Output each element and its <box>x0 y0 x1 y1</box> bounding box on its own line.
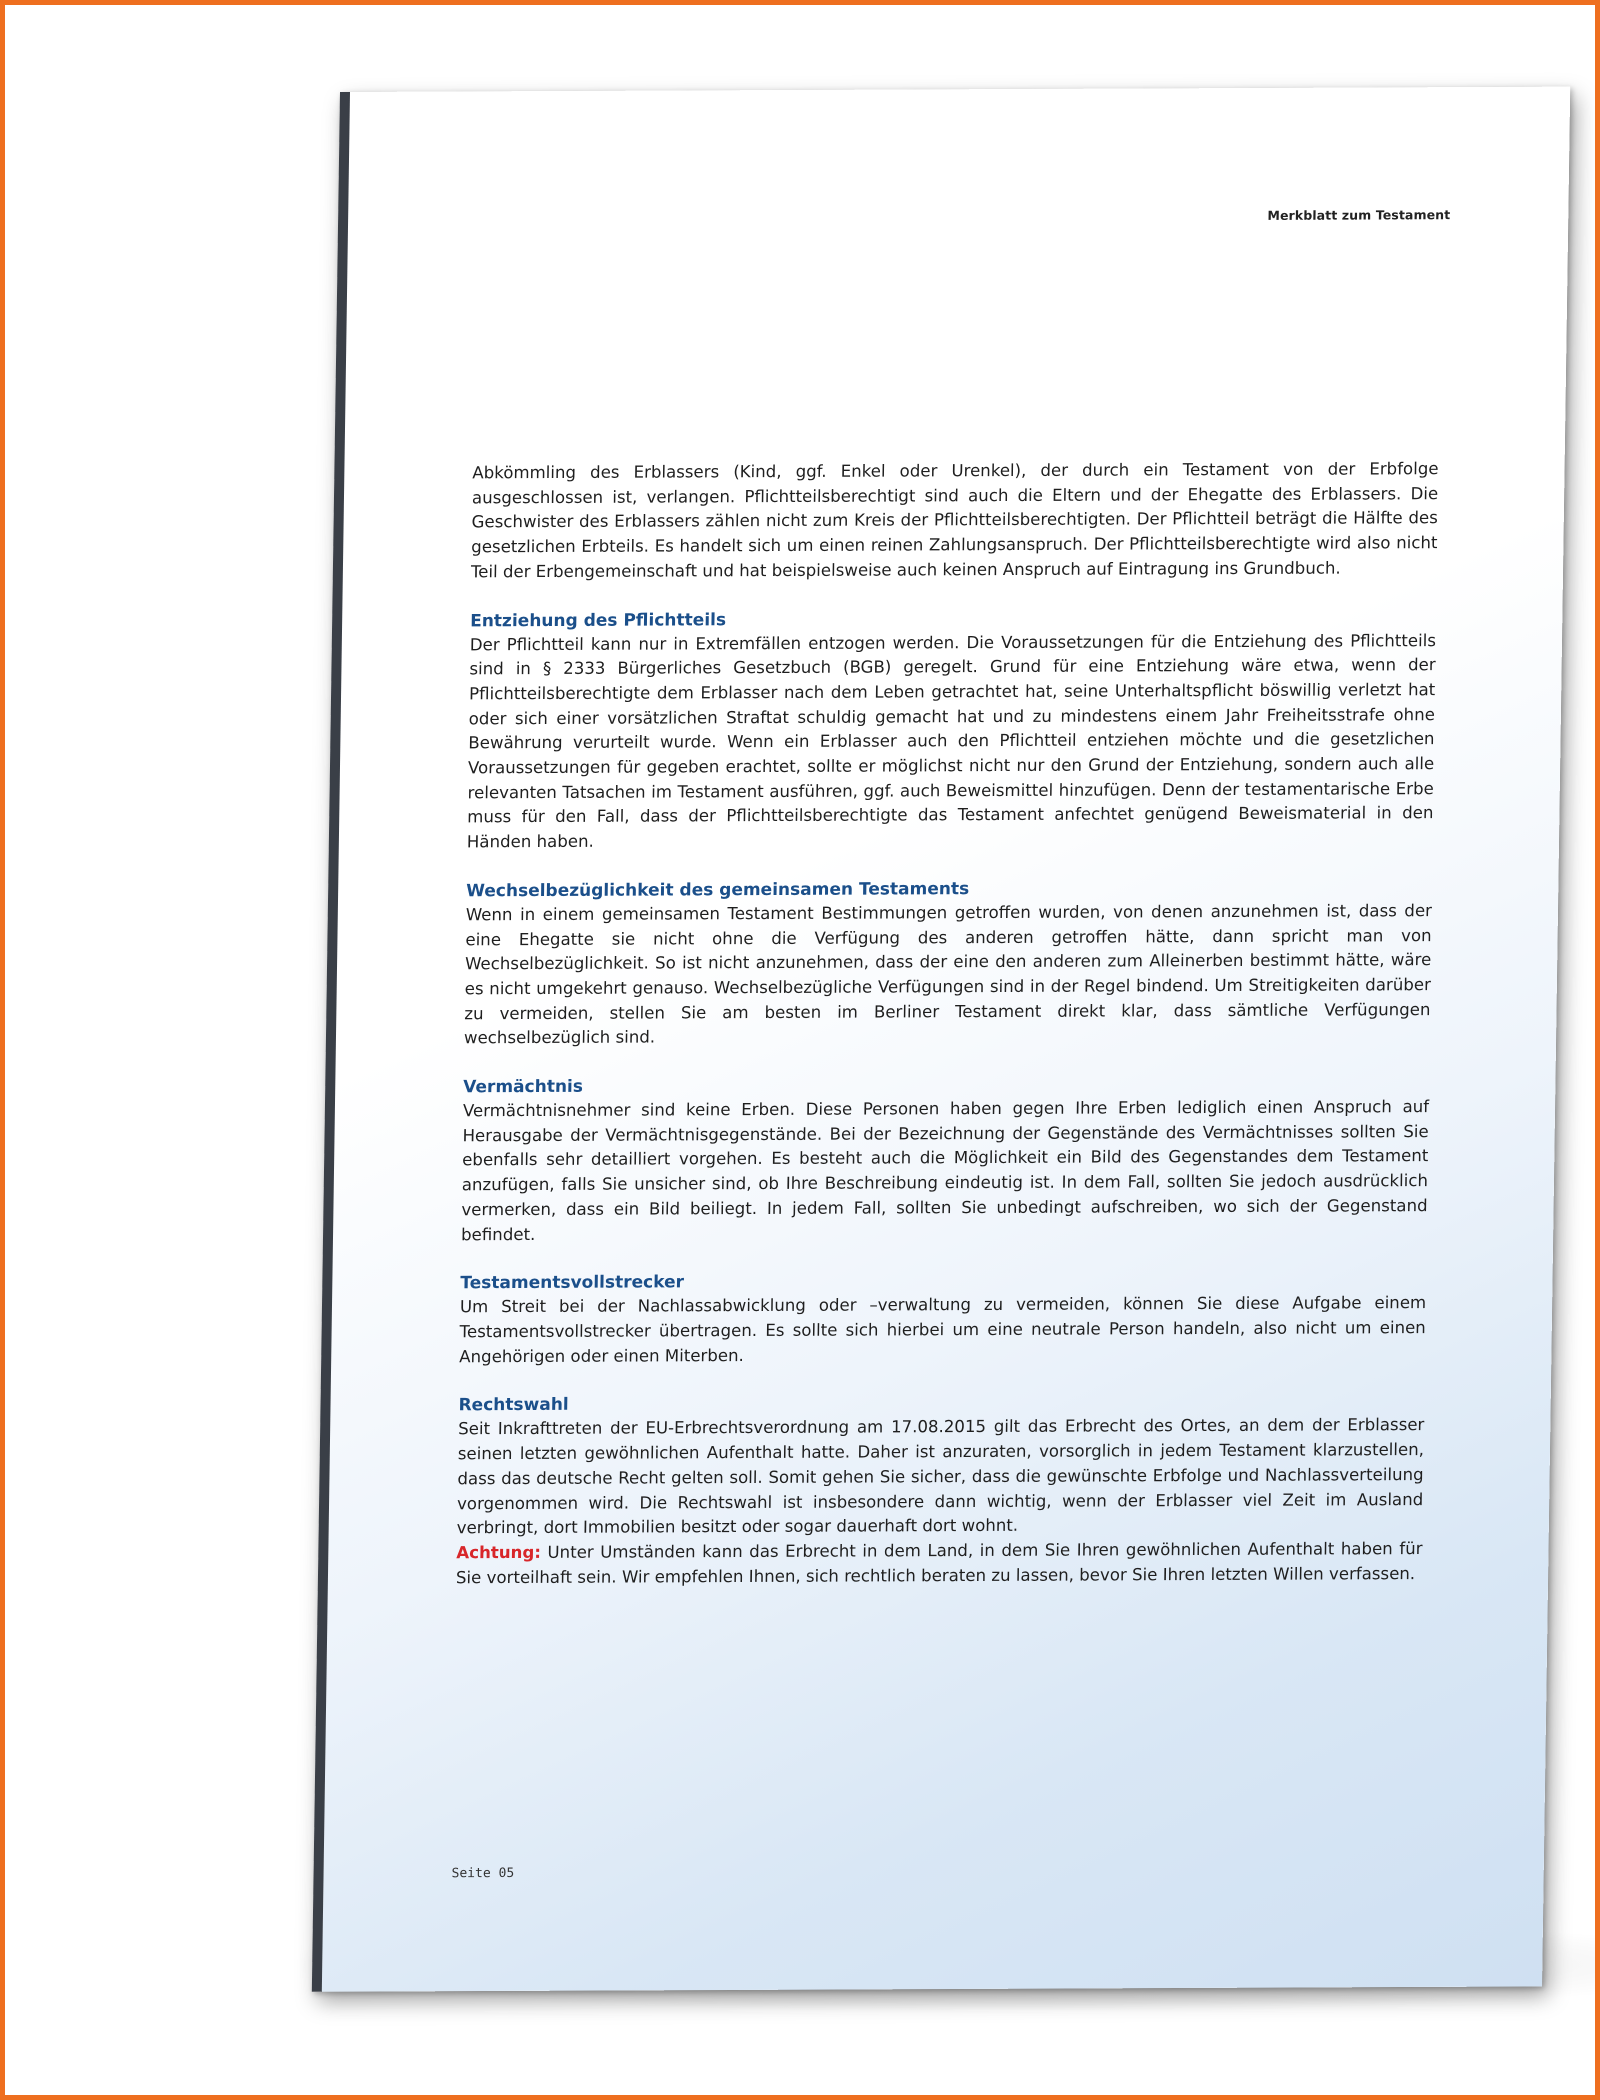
warning-text: Unter Umständen kann das Erbrecht in dem Land, in dem Sie Ihren gewöhnlichen Aufenthalt haben für Sie vorteilhaft sein. Wir empfehlen Ihnen, sich rechtlich beraten zu lassen, bevor Sie Ihren letzten Willen verfassen. <box>455 1538 1423 1587</box>
document-page <box>312 87 1570 1992</box>
section-body: Seit Inkrafttreten der EU-Erbrechtsverordnung am 17.08.2015 gilt das Erbrecht des Ortes, an dem der Erblasser seinen letzten gewöhnlichen Aufenthalt hatte. Daher ist anzuraten, vorsorglich in jedem Testament klarzustellen, dass das deutsche Recht gelten soll. Somit gehen Sie sicher, dass die gewünschte Erbfolge und Nachlassverteilung vorgenommen wird. Die Rechtswahl ist insbesondere dann wichtig, wenn der Erblasser viel Zeit im Ausland verbringt, dort Immobilien besitzt oder sogar dauerhaft dort wohnt. <box>456 1415 1425 1538</box>
section-body: Wenn in einem gemeinsamen Testament Bestimmungen getroffen wurden, von denen anzunehmen ist, dass der eine Ehegatte sie nicht ohne die Verfügung des anderen getroffen hätte, dann spricht man von Wechselbezüglichkeit. So ist nicht anzunehmen, dass der eine den anderen zum Alleinerben bestimmt hätte, wäre es nicht umgekehrt genauso. Wechselbezügliche Verfügungen sind in der Regel bindend. Um Streitigkeiten darüber zu vermeiden, stellen Sie am besten im Berliner Testament direkt klar, dass sämtliche Verfügungen wechselbezüglich sind. <box>463 900 1433 1048</box>
page-number: Seite 05 <box>451 1865 515 1882</box>
warning-note <box>456 1537 1423 1591</box>
intro-paragraph: Abkömmling des Erblassers (Kind, ggf. Enkel oder Urenkel), der durch ein Testament von der Erbfolge ausgeschlossen ist, verlangen. Pflichtteilsberechtigt sind auch die Eltern und der Ehegatte des Erblassers. Die Geschwister des Erblassers zählen nicht zum Kreis der Pflichtteilsberechtigten. Der Pflichtteil beträgt die Hälfte des gesetzlichen Erbteils. Es handelt sich um einen reinen Zahlungsanspruch. Der Pflichtteilsberechtigte wird also nicht Teil der Erbengemeinschaft und hat beispielsweise auch keinen Anspruch auf Eintragung ins Grundbuch. <box>470 459 1439 582</box>
section-heading: Entziehung des Pflichtteils <box>470 609 727 631</box>
page-content <box>456 457 1439 1590</box>
section-body: Vermächtnisnehmer sind keine Erben. Diese Personen haben gegen Ihre Erben lediglich einen Anspruch auf Herausgabe der Vermächtnisgegenstände. Bei der Bezeichnung der Gegenstände des Vermächtnisses sollten Sie ebenfalls sehr detailliert vorgehen. Es besteht auch die Möglichkeit ein Bild des Gegenstandes dem Testament anzufügen, falls Sie unsicher sind, ob Ihre Beschreibung eindeutig ist. In dem Fall, sollten Sie jedoch ausdrücklich vermerken, dass ein Bild beiliegt. In jedem Fall, sollten Sie unbedingt aufschreiben, wo sich der Gegenstand befindet. <box>460 1097 1430 1244</box>
section-heading: Vermächtnis <box>463 1076 584 1098</box>
running-header: Merkblatt zum Testament <box>1267 207 1451 223</box>
warning-label: Achtung: <box>456 1542 542 1563</box>
section-rechtswahl <box>457 1389 1425 1541</box>
section-vermaechtnis <box>461 1071 1430 1247</box>
section-heading: Rechtswahl <box>458 1395 569 1416</box>
section-entziehung <box>467 605 1437 856</box>
section-testamentsvollstrecker <box>459 1267 1427 1369</box>
section-heading: Wechselbezüglichkeit des gemeinsamen Testaments <box>466 878 970 902</box>
section-body: Der Pflichtteil kann nur in Extremfällen entzogen werden. Die Voraussetzungen für die Entziehung des Pflichtteils sind in § 2333 Bürgerliches Gesetzbuch (BGB) geregelt. Grund für eine Entziehung wäre etwa, wenn der Pflichtteilsberechtigte dem Erblasser nach dem Leben getrachtet hat, seine Unterhaltspflicht böswillig verletzt hat oder sich einer vorsätzlichen Straftat schuldig gemacht hat und zu mindestens einem Jahr Freiheitsstrafe ohne Bewährung verurteilt wurde. Wenn ein Erblasser auch den Pflichtteil entziehen möchte und die gesetzlichen Voraussetzungen für gegeben erachtet, sollte er möglichst nicht nur den Grund der Entziehung, sondern auch alle relevanten Tatsachen im Testament ausführen, ggf. auch Beweismittel hinzufügen. Denn der testamentarische Erbe muss für den Fall, dass der Pflichtteilsberechtigte das Testament anfechtet genügend Beweismaterial in den Händen haben. <box>466 630 1437 852</box>
section-body: Um Streit bei der Nachlassabwicklung oder –verwaltung zu vermeiden, können Sie diese Aufgabe einem Testamentsvollstrecker übertragen. Es sollte sich hierbei um eine neutrale Person handeln, also nicht um einen Angehörigen oder einen Miterben. <box>459 1293 1427 1366</box>
section-heading: Testamentsvollstrecker <box>460 1272 685 1294</box>
section-wechselbezueglichkeit <box>464 875 1433 1051</box>
